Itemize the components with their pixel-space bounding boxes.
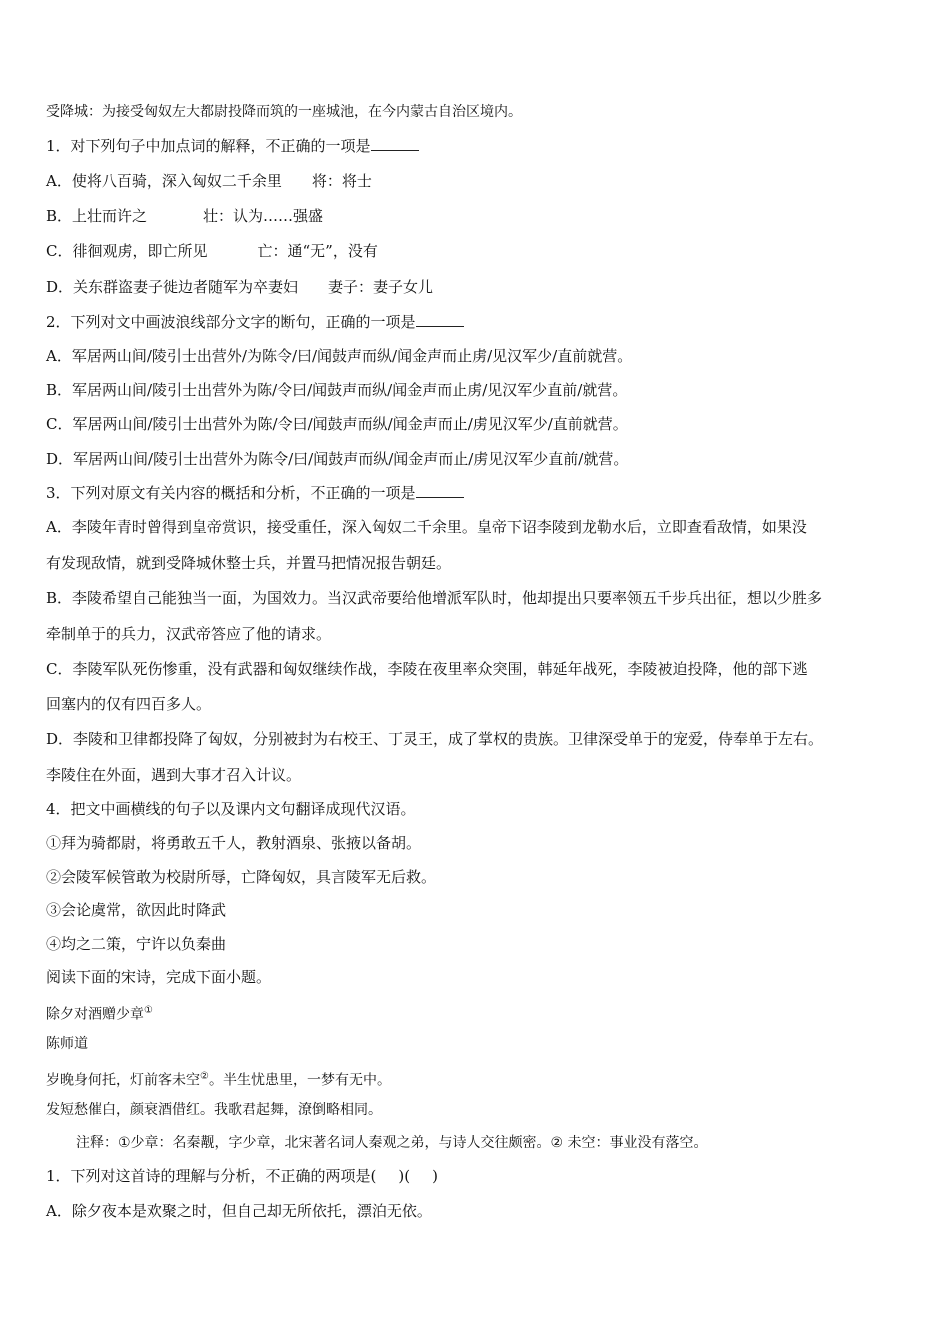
answer-blank: [416, 483, 464, 498]
q4-item-4: ④均之二策，宁许以负秦曲: [46, 935, 227, 953]
q4-item-3: ③会论虞常，欲因此时降武: [46, 901, 227, 919]
answer-blank: [371, 136, 419, 151]
q3-option-b-line1: B．李陵希望自己能独当一面，为国效力。当汉武帝要给他增派军队时，他却提出只要率领五千步兵出征，想以少胜多: [46, 589, 823, 607]
q2-option-c: C．军居两山间/陵引士出营外为陈/令曰/闻鼓声而纵/闻金声而止/虏见汉军少/直前就营。: [46, 415, 628, 433]
q2-option-d: D．军居两山间/陵引士出营外为陈令/曰/闻鼓声而纵/闻金声而止/虏见汉军少直前/就营。: [46, 450, 629, 468]
q1-stem: 1．对下列句子中加点词的解释，不正确的一项是: [46, 136, 419, 156]
q3-option-d-line2: 李陵住在外面，遇到大事才召入计议。: [46, 766, 302, 784]
q2-option-b: B．军居两山间/陵引士出营外为陈/令曰/闻鼓声而纵/闻金声而止虏/见汉军少直前/就营。: [46, 381, 628, 399]
poem-q1-stem: 1．下列对这首诗的理解与分析，不正确的两项是( )( ): [46, 1167, 438, 1185]
q3-option-a-line1: A．李陵年青时曾得到皇帝赏识，接受重任，深入匈奴二千余里。皇帝下诏李陵到龙勒水后，立即查看敌情，如果没: [46, 518, 807, 536]
q3-option-b-line2: 牵制单于的兵力，汉武帝答应了他的请求。: [46, 625, 332, 643]
q1-option-d: D．关东群盗妻子徙边者随军为卒妻妇 妻子：妻子女儿: [46, 278, 434, 296]
q1-option-c: C．徘徊观虏，即亡所见 亡：通“无”，没有: [46, 242, 378, 260]
q4-item-2: ②会陵军候管敢为校尉所辱，亡降匈奴，具言陵军无后救。: [46, 868, 437, 886]
poem-note: 注释：①少章：名秦觏，字少章，北宋著名词人秦观之弟，与诗人交往颇密。② 未空：事业没有落空。: [76, 1135, 708, 1151]
q3-option-a-line2: 有发现敌情，就到受降城休整士兵，并置马把情况报告朝廷。: [46, 554, 452, 572]
poem-intro: 阅读下面的宋诗，完成下面小题。: [46, 968, 272, 986]
poem-line-1: 岁晚身何托，灯前客未空②。半生忧患里，一梦有无中。: [46, 1071, 391, 1089]
q2-stem: 2．下列对文中画波浪线部分文字的断句，正确的一项是: [46, 312, 464, 332]
q1-option-a: A．使将八百骑，深入匈奴二千余里 将：将士: [46, 172, 372, 190]
q3-stem: 3．下列对原文有关内容的概括和分析，不正确的一项是: [46, 483, 464, 503]
poem-title: 除夕对酒赠少章①: [46, 1005, 153, 1023]
note-shoujiang-city: 受降城：为接受匈奴左大都尉投降而筑的一座城池，在今内蒙古自治区境内。: [46, 104, 522, 120]
poem-q1-option-a: A．除夕夜本是欢聚之时，但自己却无所依托，漂泊无依。: [46, 1202, 432, 1220]
q3-option-c-line2: 回塞内的仅有四百多人。: [46, 695, 212, 713]
poem-author: 陈师道: [46, 1036, 88, 1052]
q4-stem: 4．把文中画横线的句子以及课内文句翻译成现代汉语。: [46, 800, 416, 818]
q3-option-d-line1: D．李陵和卫律都投降了匈奴，分别被封为右校王、丁灵王，成了掌权的贵族。卫律深受单于的宠爱，侍奉单于左右。: [46, 730, 824, 748]
answer-blank: [416, 312, 464, 327]
q1-option-b: B．上壮而许之 壮：认为……强盛: [46, 207, 324, 225]
q2-option-a: A．军居两山间/陵引士出营外/为陈令/曰/闻鼓声而纵/闻金声而止虏/见汉军少/直前就营。: [46, 347, 633, 365]
q4-item-1: ①拜为骑都尉，将勇敢五千人，教射酒泉、张掖以备胡。: [46, 834, 422, 852]
poem-line-2: 发短愁催白，颜衰酒借红。我歌君起舞，潦倒略相同。: [46, 1102, 382, 1118]
q3-option-c-line1: C．李陵军队死伤惨重，没有武器和匈奴继续作战，李陵在夜里率众突围，韩延年战死，李陵被迫投降，他的部下逃: [46, 660, 808, 678]
